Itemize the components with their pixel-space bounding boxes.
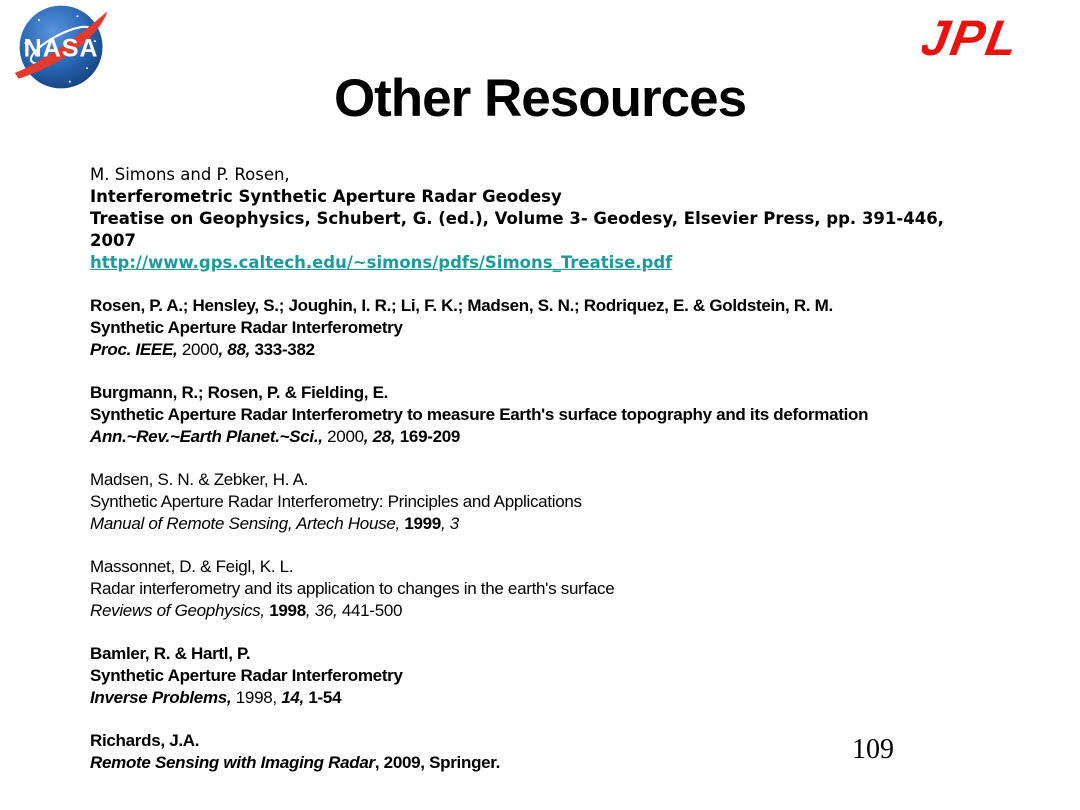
jpl-wordmark-text: JPL xyxy=(922,12,1025,64)
reference-text-segment: 2000 xyxy=(322,427,364,446)
reference-line xyxy=(90,208,980,252)
reference-line xyxy=(90,339,995,361)
reference-text-segment: Madsen, S. N. & Zebker, H. A. xyxy=(90,470,309,489)
reference-text-segment: Manual of Remote Sensing, Artech House, xyxy=(90,514,400,533)
reference-text-segment: Remote Sensing with Imaging Radar xyxy=(90,753,375,772)
reference-text-segment: Rosen, P. A.; Hensley, S.; Joughin, I. R.; Li, F. K.; Madsen, S. N.; Rodriquez, E. & Goldstein, R. M. xyxy=(90,296,833,315)
reference-entry xyxy=(90,164,980,274)
reference-entry xyxy=(90,643,995,709)
reference-text-segment: Bamler, R. & Hartl, P. xyxy=(90,644,251,663)
nasa-wordmark: NASA xyxy=(23,34,99,63)
reference-text-segment: , 2009, Springer. xyxy=(374,753,501,772)
reference-entry xyxy=(90,556,995,622)
jpl-wordmark-icon xyxy=(922,12,1042,64)
reference-line xyxy=(90,404,995,426)
reference-entry xyxy=(90,469,995,535)
reference-text-segment: Burgmann, R.; Rosen, P. & Fielding, E. xyxy=(90,383,389,402)
reference-text-segment: Radar interferometry and its application to changes in the earth's surface xyxy=(90,579,615,598)
reference-line xyxy=(90,556,995,578)
reference-line xyxy=(90,513,995,535)
reference-line xyxy=(90,317,995,339)
reference-link[interactable]: http://www.gps.caltech.edu/~simons/pdfs/Simons_Treatise.pdf xyxy=(90,253,673,272)
reference-text-segment: , 88, xyxy=(218,340,251,359)
reference-text-segment: Richards, J.A. xyxy=(90,731,200,750)
slide-title: Other Resources xyxy=(333,69,747,128)
reference-text-segment: Proc. IEEE, xyxy=(90,340,178,359)
reference-text-segment: Treatise on Geophysics, Schubert, G. (ed.), Volume 3- Geodesy, Elsevier Press, pp. 391-446, 2007 xyxy=(90,209,944,250)
reference-text-segment: Ann.~Rev.~Earth Planet.~Sci., xyxy=(90,427,323,446)
reference-line xyxy=(90,578,995,600)
reference-text-segment: 14, xyxy=(276,688,304,707)
references-list xyxy=(90,164,995,795)
reference-line xyxy=(90,295,995,317)
reference-text-segment: Inverse Problems, xyxy=(90,688,232,707)
reference-text-segment: 1998, xyxy=(231,688,277,707)
reference-line xyxy=(90,186,980,208)
reference-line xyxy=(90,665,995,687)
reference-text-segment: M. Simons and P. Rosen, xyxy=(90,165,290,184)
reference-text-segment: 1998 xyxy=(264,601,306,620)
reference-text-segment: Synthetic Aperture Radar Interferometry to measure Earth's surface topography and its deformation xyxy=(90,405,869,424)
reference-line xyxy=(90,164,980,186)
reference-text-segment: Synthetic Aperture Radar Interferometry xyxy=(90,318,403,337)
reference-line xyxy=(90,491,995,513)
reference-text-segment: 169-209 xyxy=(395,427,461,446)
reference-text-segment: Synthetic Aperture Radar Interferometry: Principles and Applications xyxy=(90,492,582,511)
reference-entry xyxy=(90,295,995,361)
reference-line xyxy=(90,382,995,404)
reference-text-segment: 333-382 xyxy=(250,340,315,359)
reference-line xyxy=(90,469,995,491)
reference-entry xyxy=(90,382,995,448)
reference-text-segment: Interferometric Synthetic Aperture Radar Geodesy xyxy=(90,187,562,206)
page-number: 109 xyxy=(852,734,894,765)
reference-text-segment: Reviews of Geophysics, xyxy=(90,601,265,620)
reference-text-segment: Massonnet, D. & Feigl, K. L. xyxy=(90,557,294,576)
reference-text-segment: , 36, xyxy=(305,601,338,620)
reference-line xyxy=(90,252,980,274)
jpl-logo xyxy=(922,12,1042,64)
reference-text-segment: , 28, xyxy=(363,427,396,446)
reference-line xyxy=(90,687,995,709)
reference-text-segment: 1999 xyxy=(399,514,441,533)
reference-text-segment: Synthetic Aperture Radar Interferometry xyxy=(90,666,403,685)
reference-text-segment: 1-54 xyxy=(303,688,342,707)
reference-text-segment: 2000 xyxy=(177,340,219,359)
reference-line xyxy=(90,600,995,622)
reference-text-segment: , 3 xyxy=(440,514,459,533)
reference-text-segment: 441-500 xyxy=(337,601,403,620)
reference-line xyxy=(90,643,995,665)
reference-line xyxy=(90,426,995,448)
